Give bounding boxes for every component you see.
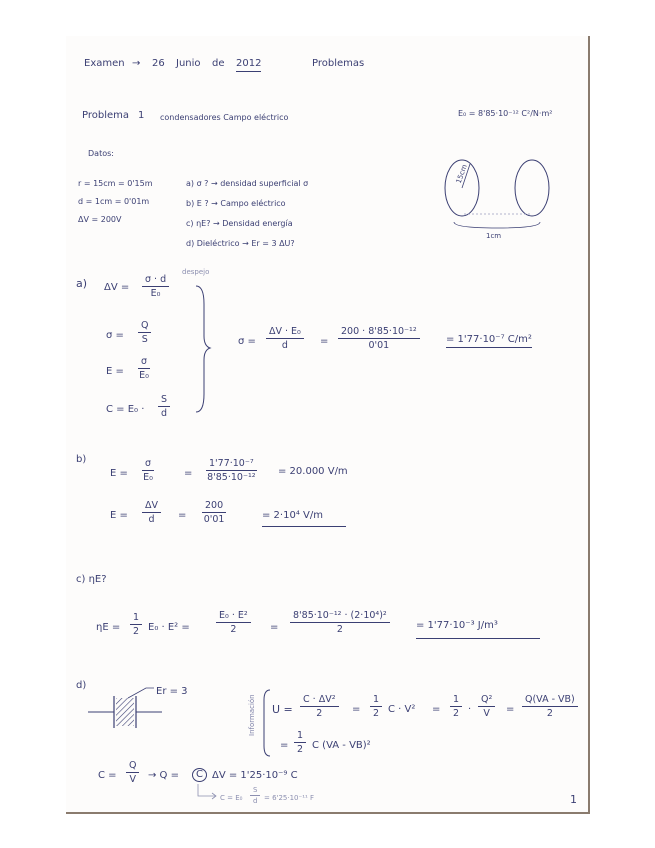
datos-given-v: ΔV = 200V [78, 215, 122, 224]
part-d-c2-frac [250, 786, 260, 805]
question-b: b) E ? → Campo eléctrico [186, 199, 286, 208]
part-a-res-frac2 [338, 326, 420, 351]
part-d-u-lhs: U = [272, 703, 293, 716]
part-d-u-f4-num: Q² [478, 694, 495, 707]
part-d-u-eq2: = [432, 704, 441, 715]
part-a-eq1-num: σ · d [142, 274, 169, 287]
part-c-f2-num: 8'85·10⁻¹² · (2·10⁴)² [290, 610, 390, 623]
part-c-frac1 [216, 610, 251, 635]
part-b-l1-den: E₀ [143, 472, 153, 483]
part-d-u-l2-frac [294, 730, 306, 755]
part-d-bracket [262, 688, 272, 758]
part-c-eq: = [270, 622, 279, 633]
page-number: 1 [570, 793, 577, 806]
part-c-f1-num: E₀ · E² [216, 610, 251, 623]
part-a-label: a) [76, 277, 88, 290]
part-a-eq4-den: d [161, 408, 168, 419]
part-d-c-circled: C [192, 768, 207, 782]
part-a-res-lhs: σ = [238, 336, 256, 347]
part-d-c-lhs: C = [98, 770, 117, 781]
part-a-eq-sign: = [320, 336, 329, 347]
part-d-u-frac1 [300, 694, 339, 719]
question-c: c) ηE? → Densidad energía [186, 219, 293, 228]
part-d-u-cv: C · V² [388, 704, 416, 715]
header-exam: Examen [84, 58, 125, 69]
header-de: de [212, 58, 225, 69]
header-day: 26 [152, 58, 165, 69]
header-year: 2012 [236, 58, 261, 72]
part-b-l1-num: σ [142, 458, 154, 471]
part-b-l1-frac2 [206, 458, 257, 483]
part-c-label: c) ηE? [76, 574, 107, 585]
dielectric-capacitor-diagram [88, 692, 188, 742]
part-d-u-f3-num: 1 [450, 694, 462, 707]
part-a-despejo: despejo [182, 268, 210, 276]
part-c-frac2 [290, 610, 390, 635]
part-d-u-l2-rest: C (VA - VB)² [312, 740, 371, 751]
part-d-c-frac [126, 760, 139, 785]
part-d-u-f1-den: 2 [316, 708, 323, 719]
part-a-eq4-frac [158, 394, 170, 419]
part-d-u-f1-num: C · ΔV² [300, 694, 339, 707]
part-d-u-frac5 [522, 694, 578, 719]
part-a-result: = 1'77·10⁻⁷ C/m² [446, 334, 532, 348]
part-d-u-dot: · [468, 704, 472, 715]
problem-label: Problema [82, 110, 130, 121]
diagram-gap: 1cm [486, 232, 502, 240]
question-d: d) Dieléctrico → Er = 3 ΔU? [186, 239, 295, 248]
question-a: a) σ ? → densidad superficial σ [186, 179, 309, 188]
part-a-eq3-frac [138, 356, 150, 381]
part-b-l2-num2: 200 [202, 500, 226, 513]
part-b-l2-result: = 2·10⁴ V/m [262, 510, 323, 521]
part-a-eq3-den: E₀ [139, 370, 149, 381]
problem-number: 1 [138, 110, 145, 121]
diagram-radius: 15cm [454, 163, 469, 185]
part-c-underline [416, 638, 540, 639]
part-b-l1-den2: 8'85·10⁻¹² [207, 472, 256, 483]
part-d-er: Er = 3 [156, 686, 188, 697]
part-c-result: = 1'77·10⁻³ J/m³ [416, 620, 498, 631]
part-a-res-num2: 200 · 8'85·10⁻¹² [338, 326, 420, 339]
part-d-u-f2-num: 1 [370, 694, 382, 707]
part-b-l1-num2: 1'77·10⁻⁷ [206, 458, 257, 471]
part-d-c-num: Q [126, 760, 139, 773]
part-b-l1-frac [142, 458, 154, 483]
part-d-c-arrow: → Q = [148, 770, 179, 781]
part-a-eq1-frac [142, 274, 169, 299]
part-b-l1-lhs: E = [110, 468, 128, 479]
part-b-l2-eq: = [178, 510, 187, 521]
part-a-eq2-lhs: σ = [106, 330, 124, 341]
notebook-page [66, 36, 590, 814]
part-a-eq1-den: E₀ [150, 288, 161, 299]
part-b-l2-frac [142, 500, 161, 525]
part-d-u-f2-den: 2 [373, 708, 380, 719]
datos-label: Datos: [88, 149, 114, 158]
part-d-u-eq3: = [506, 704, 515, 715]
part-d-side-note: Información [248, 694, 256, 736]
part-d-u-frac3 [450, 694, 462, 719]
part-b-l2-lhs: E = [110, 510, 128, 521]
part-d-u-frac4 [478, 694, 495, 719]
part-c-half-num: 1 [130, 612, 142, 625]
part-a-eq4-num: S [158, 394, 170, 407]
part-b-l2-den2: 0'01 [203, 514, 225, 525]
part-d-c-rest: ΔV = 1'25·10⁻⁹ C [212, 770, 298, 781]
problem-topic: condensadores Campo eléctrico [160, 113, 289, 122]
part-d-c2-pre: C = E₀ [220, 794, 243, 802]
part-a-res-frac1 [266, 326, 304, 351]
part-a-eq3-lhs: E = [106, 366, 124, 377]
part-d-label: d) [76, 680, 87, 691]
part-d-u-l2-den: 2 [297, 744, 304, 755]
header-month: Junio [176, 58, 201, 69]
part-a-res-den1: d [281, 340, 288, 351]
datos-given-d: d = 1cm = 0'01m [78, 197, 150, 206]
part-d-u-f5-den: 2 [546, 708, 553, 719]
part-d-u-f5-num: Q(VA - VB) [522, 694, 578, 707]
part-b-l1-result: = 20.000 V/m [278, 466, 348, 477]
part-d-c2-result: = 6'25·10⁻¹¹ F [264, 794, 315, 802]
part-d-u-l2-num: 1 [294, 730, 306, 743]
header-arrow: → [132, 58, 141, 69]
part-b-l2-frac2 [202, 500, 226, 525]
header-section: Problemas [312, 58, 365, 69]
part-c-f1-den: 2 [230, 624, 237, 635]
part-a-res-num1: ΔV · E₀ [266, 326, 304, 339]
part-b-l2-num: ΔV [142, 500, 161, 513]
part-c-lhs: ηE = [96, 622, 121, 633]
part-a-brace [194, 284, 214, 414]
part-c-half-den: 2 [133, 626, 140, 637]
part-a-eq3-num: σ [138, 356, 150, 369]
part-d-u-frac2 [370, 694, 382, 719]
part-d-c2-num: S [250, 786, 260, 796]
part-a-eq2-den: S [141, 334, 148, 345]
problem-constant: E₀ = 8'85·10⁻¹² C²/N·m² [458, 109, 553, 118]
part-b-label: b) [76, 454, 87, 465]
part-c-f2-den: 2 [336, 624, 343, 635]
part-b-l1-eq: = [184, 468, 193, 479]
part-a-eq1-lhs: ΔV = [104, 282, 130, 293]
datos-given-r: r = 15cm = 0'15m [78, 179, 153, 188]
part-d-c2-den: d [253, 797, 258, 805]
part-d-u-f4-den: V [483, 708, 490, 719]
part-c-half [130, 612, 142, 637]
part-d-c-den: V [129, 774, 136, 785]
part-a-eq4-lhs: C = E₀ · [106, 404, 145, 415]
part-c-mid: E₀ · E² = [148, 622, 190, 633]
part-b-l2-den: d [148, 514, 155, 525]
part-d-u-eq1: = [352, 704, 361, 715]
part-d-u-l2-eq: = [280, 740, 289, 751]
part-a-eq2-num: Q [138, 320, 151, 333]
part-b-underline [262, 526, 346, 527]
part-a-eq2-frac [138, 320, 151, 345]
part-d-u-f3-den: 2 [453, 708, 460, 719]
part-a-res-den2: 0'01 [368, 340, 390, 351]
